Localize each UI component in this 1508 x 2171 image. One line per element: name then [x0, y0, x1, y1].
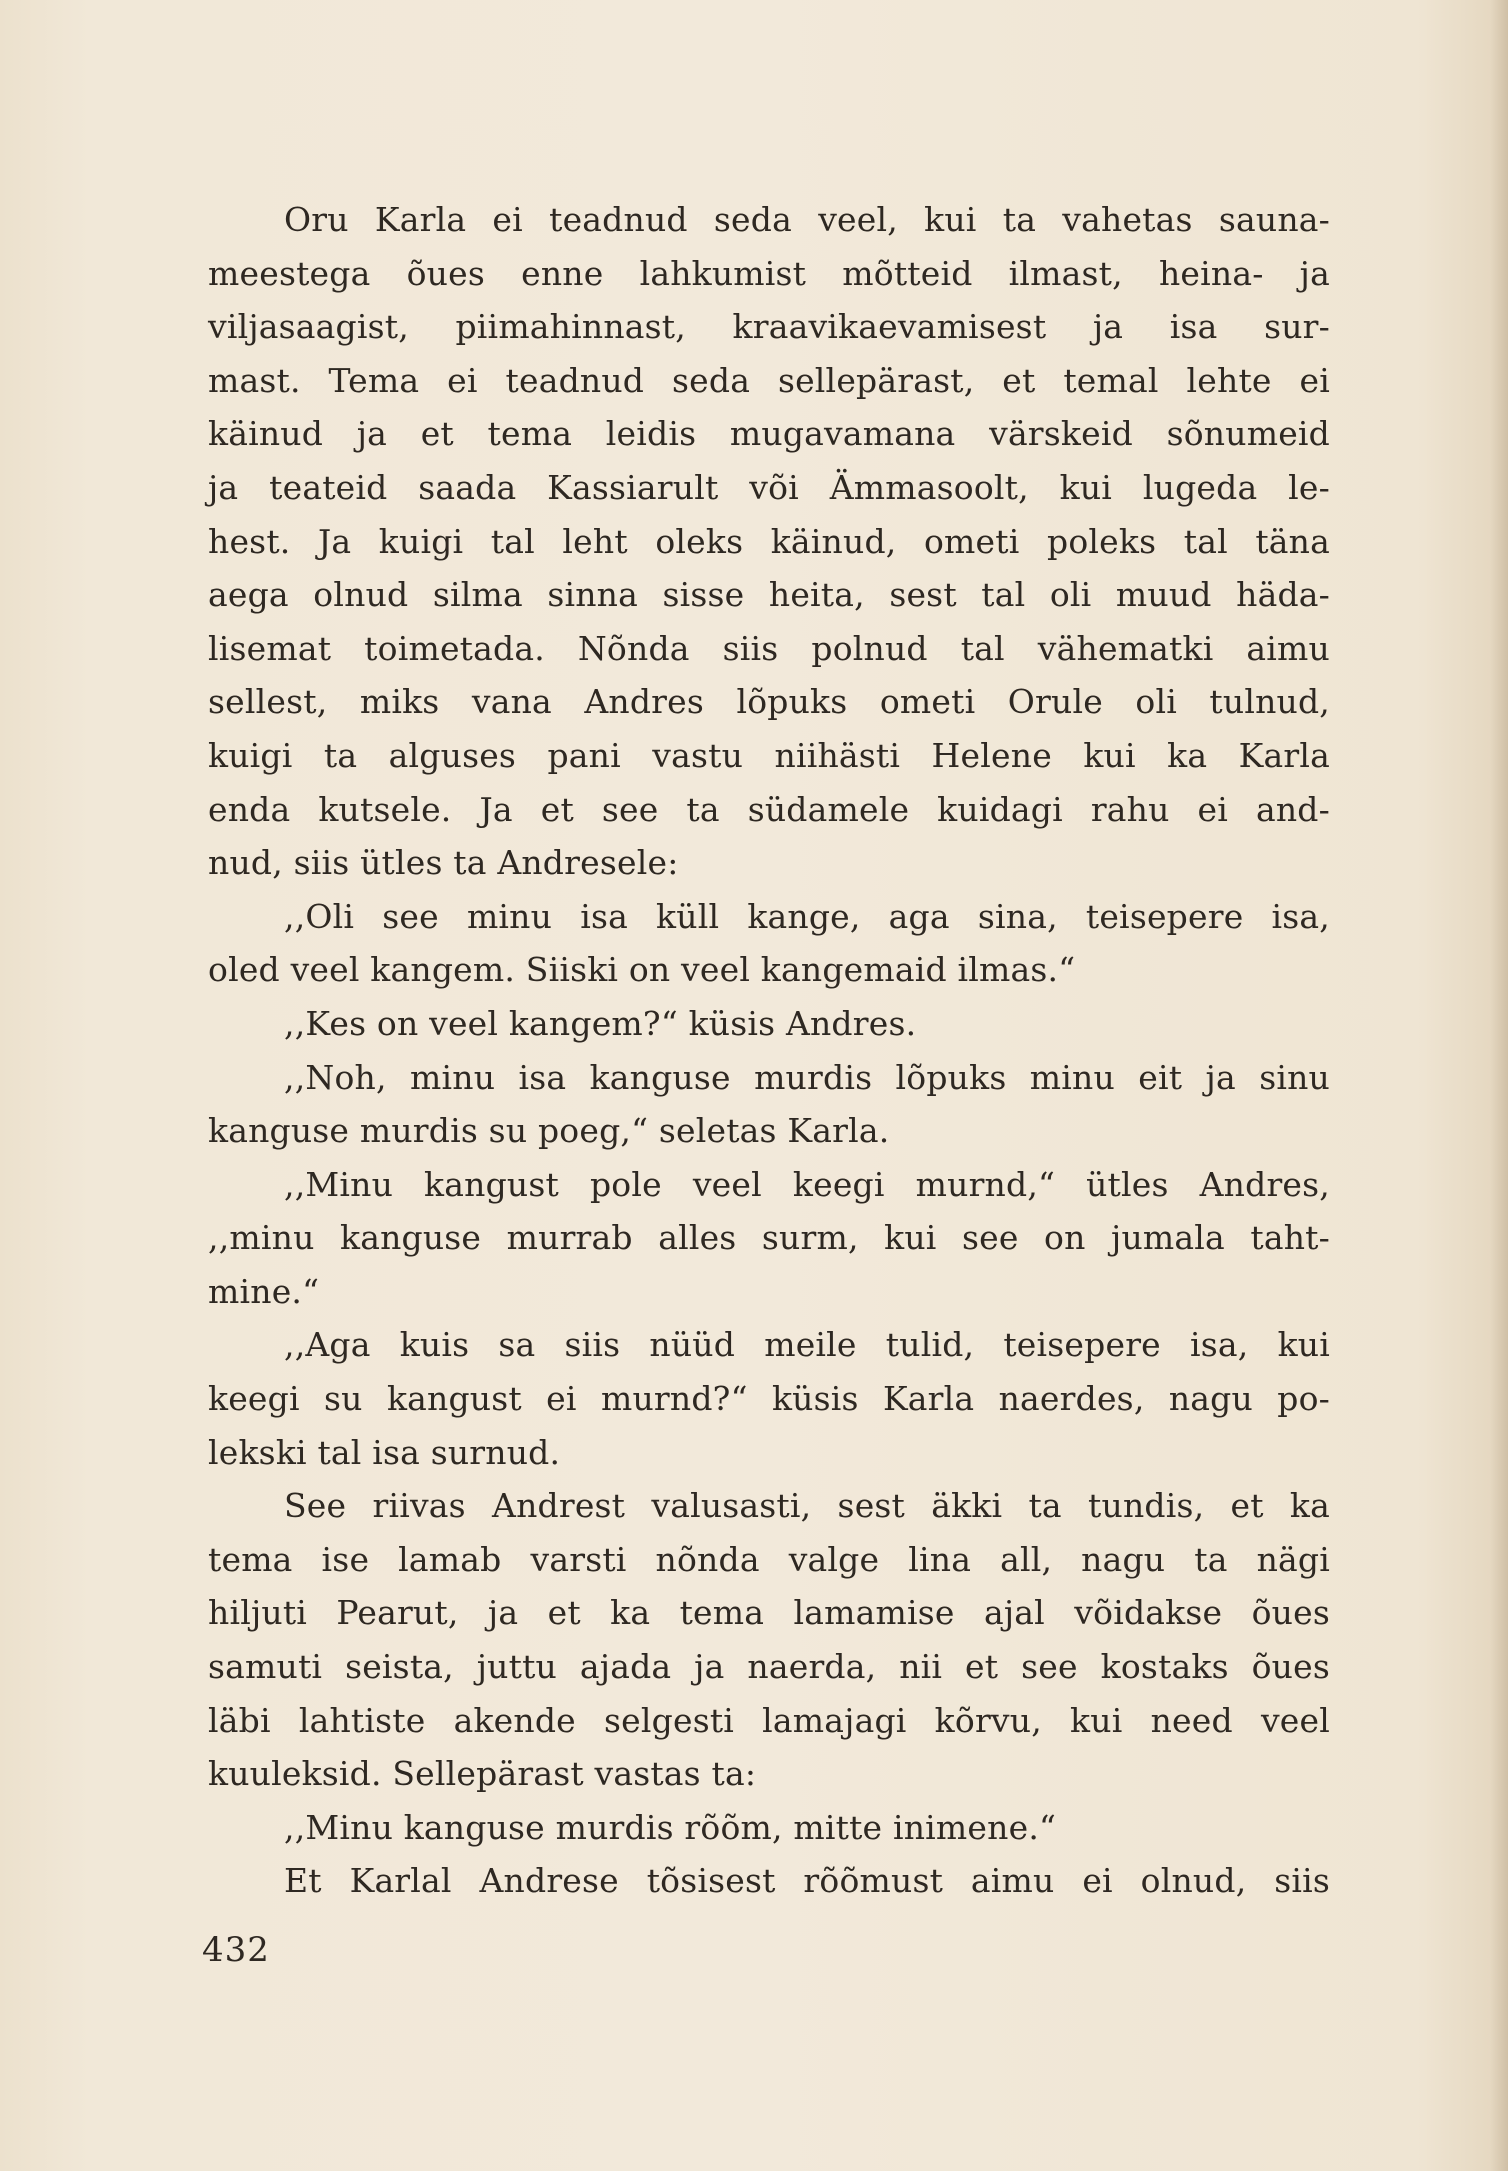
text-line: kuuleksid. Sellepärast vastas ta: [208, 1754, 757, 1794]
text-line: meestega õues enne lahkumist mõtteid ilmast, heina- ja [208, 253, 1330, 293]
text-line: oled veel kangem. Siiski on veel kangemaid ilmas.“ [208, 950, 1076, 990]
text-line: ,,Aga kuis sa siis nüüd meile tulid, teisepere isa, kui [284, 1325, 1330, 1365]
text-line: kuigi ta alguses pani vastu niihästi Helene kui ka Karla [208, 735, 1330, 775]
text-line: ,,Oli see minu isa küll kange, aga sina, teisepere isa, [284, 896, 1330, 936]
text-line: hest. Ja kuigi tal leht oleks käinud, ometi poleks tal täna [208, 521, 1330, 561]
text-line: tema ise lamab varsti nõnda valge lina all, nagu ta nägi [208, 1539, 1330, 1579]
text-line: Et Karlal Andrese tõsisest rõõmust aimu ei olnud, siis [284, 1861, 1330, 1901]
text-line: viljasaagist, piimahinnast, kraavikaevamisest ja isa sur- [208, 307, 1330, 347]
text-line: sellest, miks vana Andres lõpuks ometi Orule oli tulnud, [208, 682, 1330, 722]
text-line: läbi lahtiste akende selgesti lamajagi kõrvu, kui need veel [208, 1700, 1330, 1740]
text-line: ,,Minu kanguse murdis rõõm, mitte inimene.“ [284, 1807, 1057, 1847]
text-line: nud, siis ütles ta Andresele: [208, 843, 679, 883]
body-text [208, 193, 1330, 1908]
text-line: Oru Karla ei teadnud seda veel, kui ta vahetas sauna- [284, 200, 1330, 239]
text-line: aega olnud silma sinna sisse heita, sest tal oli muud häda- [208, 575, 1330, 615]
text-line: kanguse murdis su poeg,“ seletas Karla. [208, 1111, 890, 1151]
text-line: hiljuti Pearut, ja et ka tema lamamise ajal võidakse õues [208, 1593, 1330, 1633]
text-line: lisemat toimetada. Nõnda siis polnud tal vähematki aimu [208, 628, 1330, 668]
text-line: käinud ja et tema leidis mugavamana värskeid sõnumeid [208, 414, 1330, 454]
text-line: samuti seista, juttu ajada ja naerda, nii et see kostaks õues [208, 1647, 1330, 1687]
text-line: mine.“ [208, 1271, 320, 1311]
text-line: ,,Kes on veel kangem?“ küsis Andres. [284, 1003, 917, 1043]
text-line: ,,Minu kangust pole veel keegi murnd,“ ütles Andres, [284, 1164, 1330, 1204]
page-edge-shadow [1490, 0, 1508, 2171]
page-number: 432 [202, 1930, 270, 1970]
text-line: ja teateid saada Kassiarult või Ämmasoolt, kui lugeda le- [208, 467, 1330, 507]
text-line: See riivas Andrest valusasti, sest äkki ta tundis, et ka [284, 1486, 1330, 1526]
text-line: ,,Noh, minu isa kanguse murdis lõpuks minu eit ja sinu [284, 1057, 1330, 1097]
text-line: keegi su kangust ei murnd?“ küsis Karla naerdes, nagu po- [208, 1379, 1330, 1419]
text-line: ,,minu kanguse murrab alles surm, kui see on jumala taht- [208, 1218, 1330, 1258]
text-line: enda kutsele. Ja et see ta südamele kuidagi rahu ei and- [208, 789, 1330, 829]
text-line: mast. Tema ei teadnud seda sellepärast, et temal lehte ei [208, 360, 1330, 400]
text-line: lekski tal isa surnud. [208, 1432, 561, 1472]
